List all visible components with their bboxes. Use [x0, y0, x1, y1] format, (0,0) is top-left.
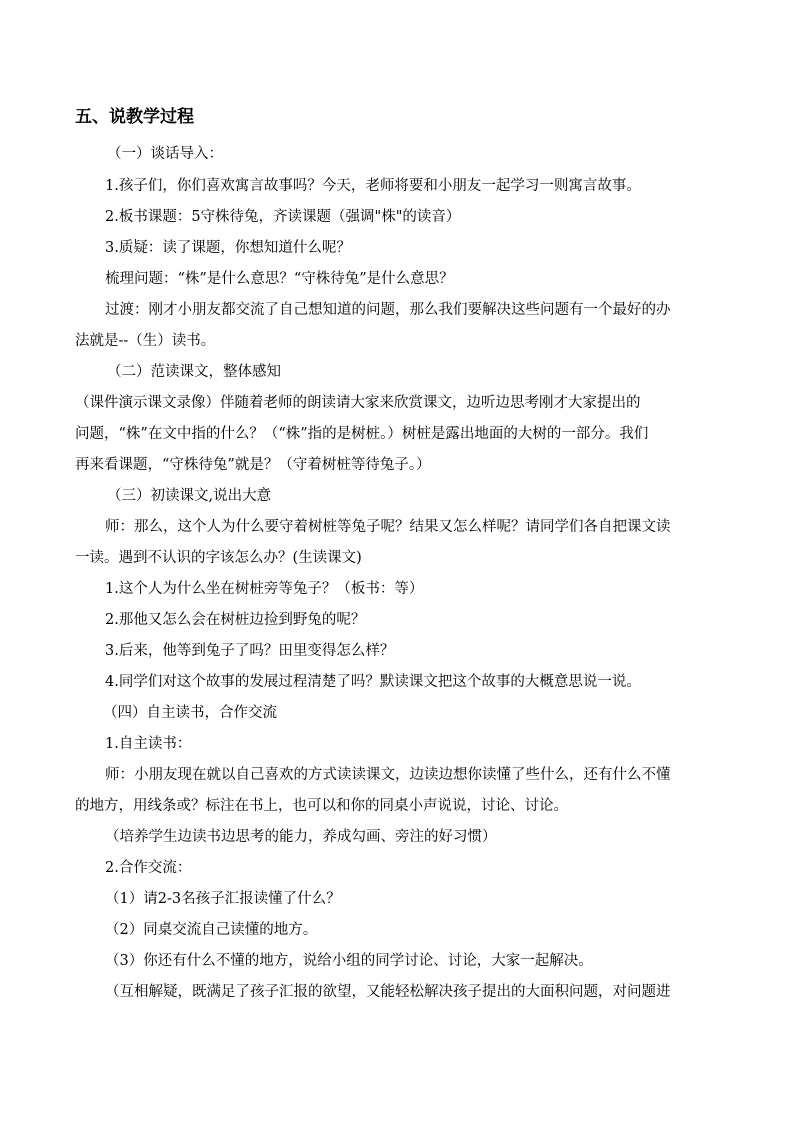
list-item: 2.那他又怎么会在树桩边捡到野兔的呢？ — [105, 612, 366, 628]
paragraph-line: 再来看课题，“守株待兔”就是？（守着树桩等待兔子。） — [75, 457, 431, 473]
list-item: （1）请2-3名孩子汇报读懂了什么？ — [105, 891, 341, 907]
list-item: 3.后来，他等到兔子了吗？田里变得怎么样？ — [105, 643, 395, 659]
paragraph-line: （课件演示课文录像）伴随着老师的朗读请大家来欣赏课文，边听边思考刚才大家提出的 — [75, 395, 641, 411]
paragraph-line: 师：那么，这个人为什么要守着树桩等兔子呢？结果又怎么样呢？请同学们各自把课文读 — [105, 519, 671, 535]
paragraph-line: 2.板书课题：5守株待兔，齐读课题（强调"株"的读音） — [105, 209, 461, 225]
subheading-1: （一）谈话导入： — [107, 146, 223, 162]
paragraph-line: 问题，“株”在文中指的什么？（“株”指的是树桩。）树桩是露出地面的大树的一部分。我们 — [75, 426, 649, 442]
paragraph-line: 师：小朋友现在就以自己喜欢的方式读读课文，边读边想你读懂了些什么，还有什么不懂 — [105, 767, 671, 783]
paragraph-line: 的地方，用线条或？标注在书上，也可以和你的同桌小声说说，讨论、讨论。 — [75, 798, 568, 814]
paragraph-line: 一读。遇到不认识的字该怎么办？(生读课文) — [75, 550, 362, 566]
paragraph-line: 3.质疑：读了课题，你想知道什么呢？ — [105, 240, 351, 256]
list-item: 1.这个人为什么坐在树桩旁等兔子？（板书：等） — [105, 581, 424, 597]
paragraph-line: 1.自主读书： — [105, 736, 192, 752]
subheading-3: （三）初读课文,说出大意 — [107, 488, 272, 504]
list-item: 4.同学们对这个故事的发展过程清楚了吗？默读课文把这个故事的大概意思说一说。 — [105, 674, 641, 690]
subheading-4: （四）自主读书，合作交流 — [103, 705, 277, 721]
paragraph-line: （互相解疑，既满足了孩子汇报的欲望，又能轻松解决孩子提出的大面积问题，对问题进 — [105, 984, 671, 1000]
paragraph-line: 2.合作交流： — [105, 860, 192, 876]
paragraph-line: （培养学生边读书边思考的能力，养成勾画、旁注的好习惯） — [105, 829, 497, 845]
paragraph-line: 1.孩子们，你们喜欢寓言故事吗？今天，老师将要和小朋友一起学习一则寓言故事。 — [105, 178, 641, 194]
paragraph-line: 法就是--（生）读书。 — [75, 333, 216, 349]
section-heading: 五、说教学过程 — [75, 107, 194, 127]
list-item: （2）同桌交流自己读懂的地方。 — [105, 922, 318, 938]
subheading-2: （二）范读课文，整体感知 — [107, 364, 281, 380]
paragraph-line: 梳理问题：“株”是什么意思？“守株待兔”是什么意思？ — [105, 271, 454, 287]
list-item: （3）你还有什么不懂的地方，说给小组的同学讨论、讨论，大家一起解决。 — [105, 953, 593, 969]
paragraph-line: 过渡：刚才小朋友都交流了自己想知道的问题，那么我们要解决这些问题有一个最好的办 — [105, 302, 671, 318]
